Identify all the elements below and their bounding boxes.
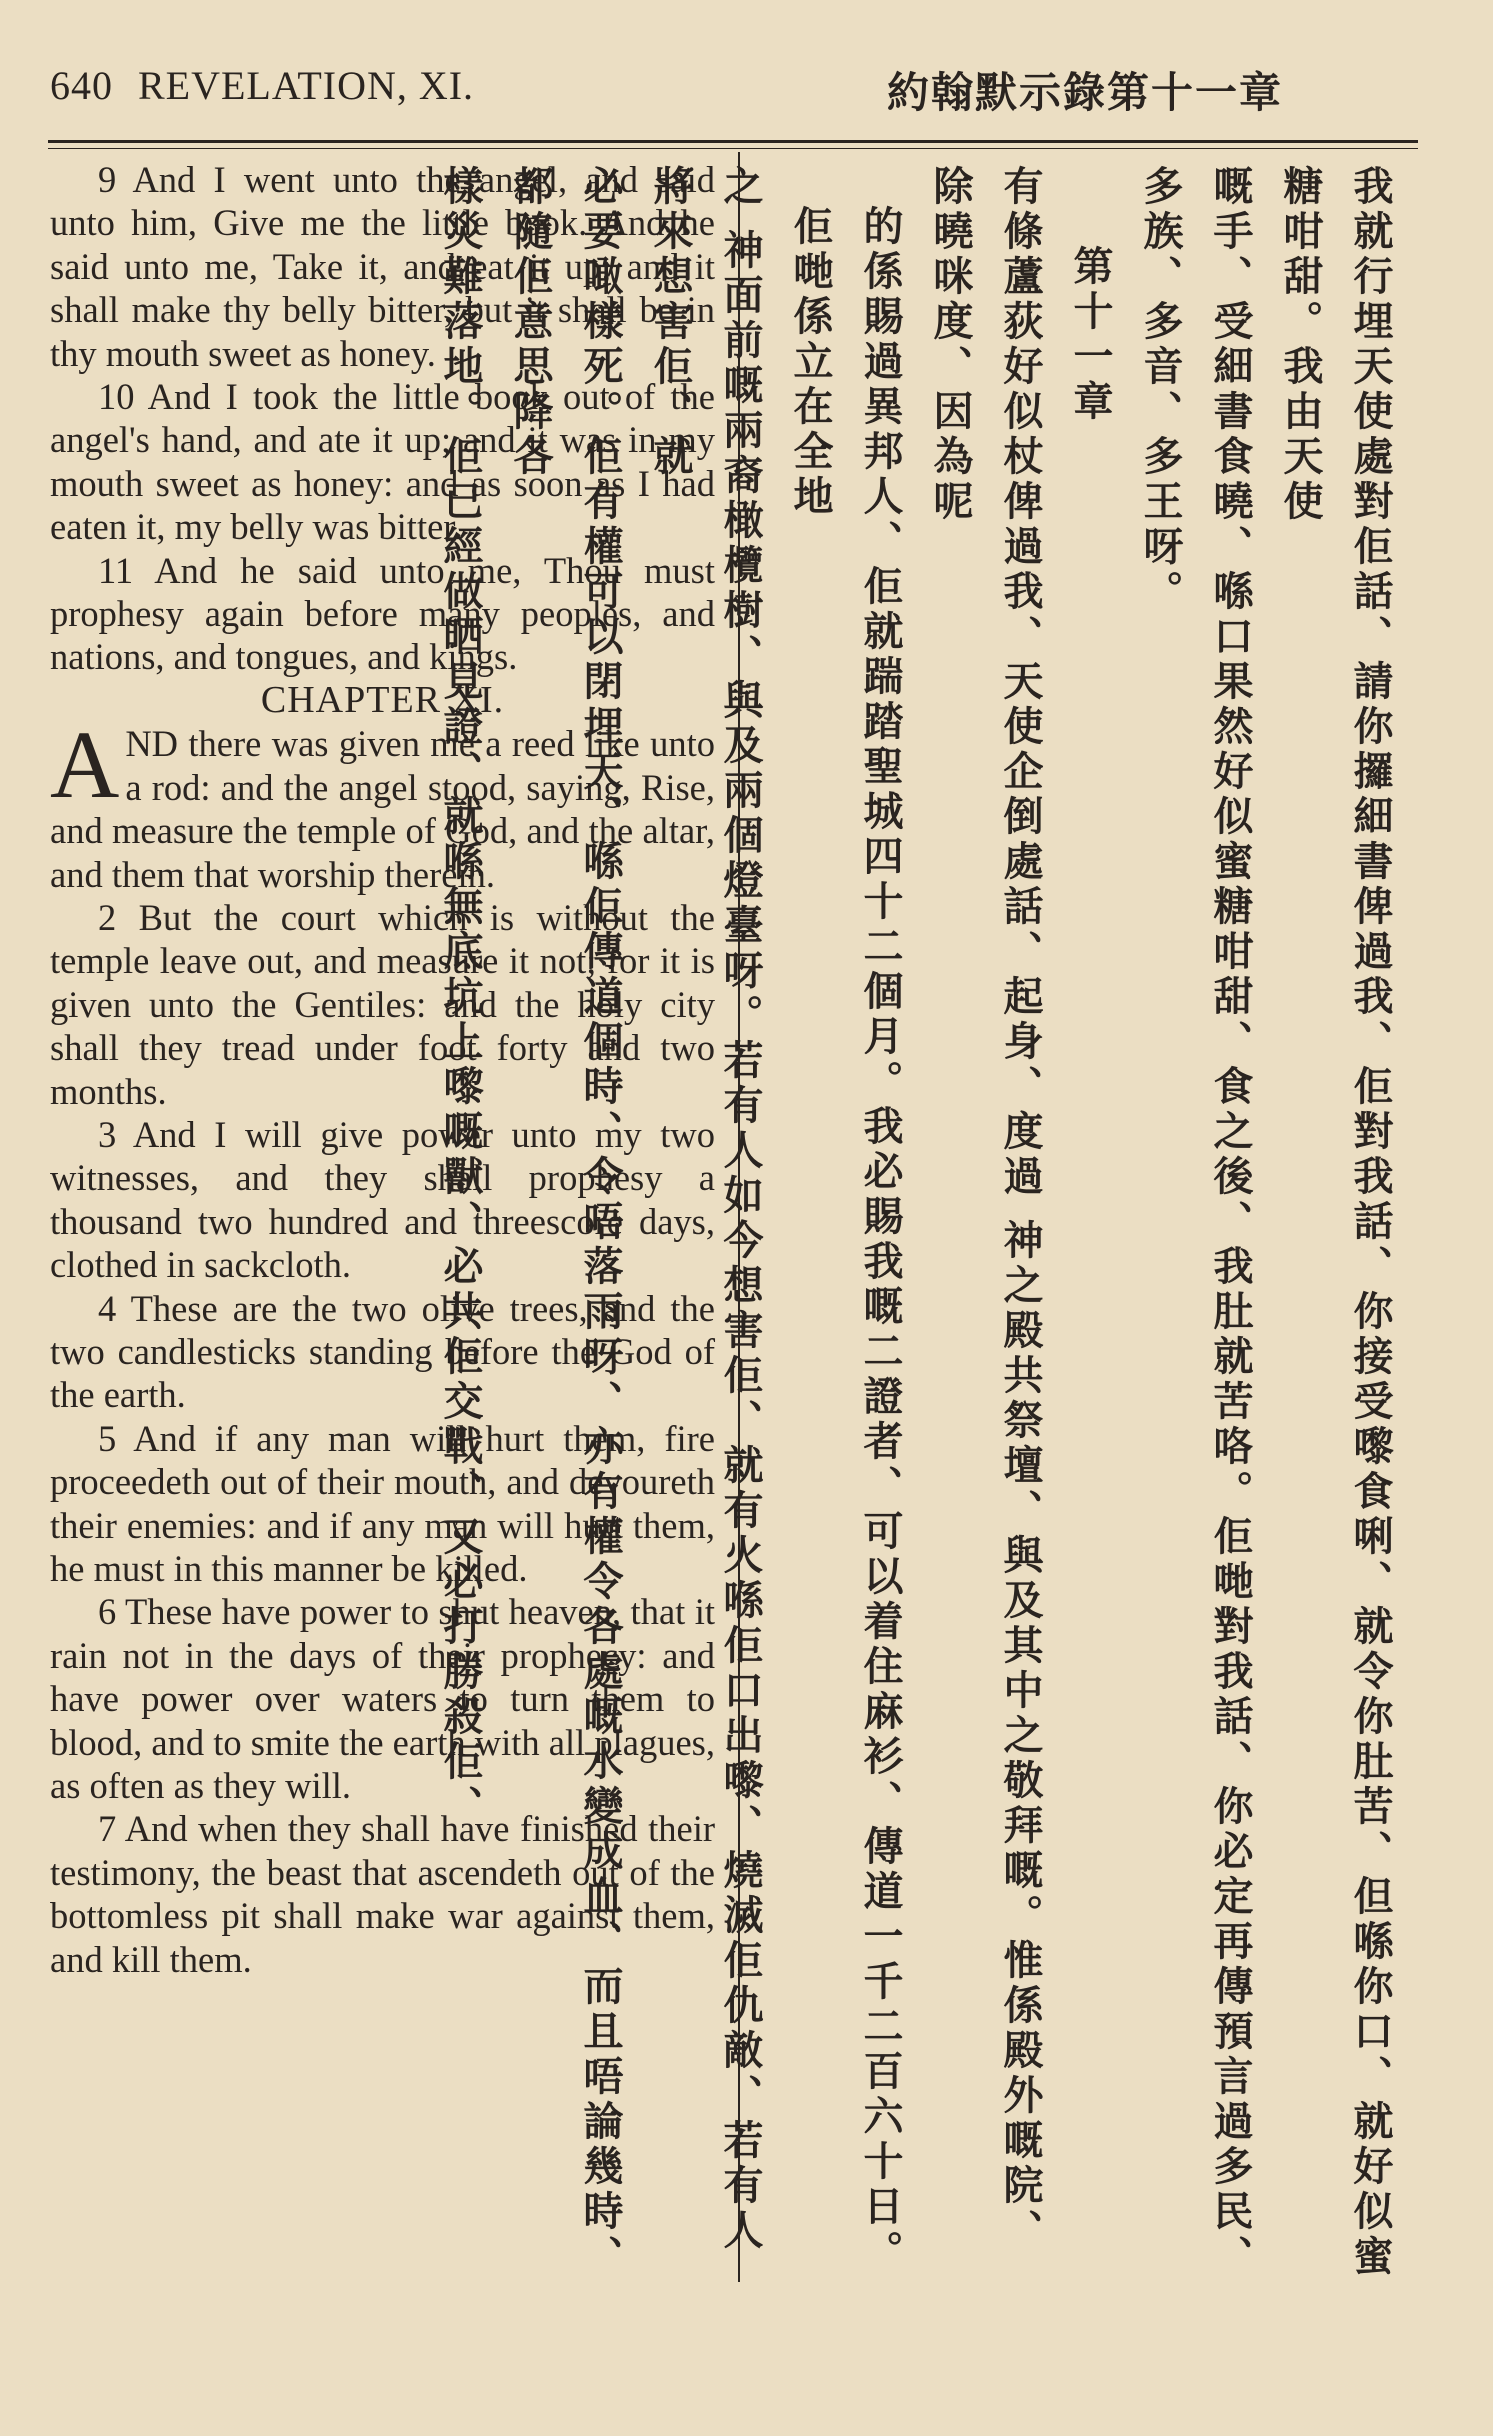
verse-3: 3 And I will give power unto my two witnesses, and they shall prophesy a thousand two hundred and threescore days, clothed in sackcloth. <box>50 1113 715 1286</box>
chinese-chapter-title: 第十一章 <box>1067 245 1113 425</box>
header-rule-thin <box>48 148 1418 149</box>
chinese-column <box>437 165 1405 2295</box>
verse-2: 2 But the court which is without the temple leave out, and measure it not; for it is given unto the Gentiles: and the holy city shall they tread under foot forty and two months. <box>50 896 715 1112</box>
verse-4: 4 These are the two olive trees, and the two candlesticks standing before the God of the earth. <box>50 1287 715 1416</box>
dropcap: A <box>50 711 120 819</box>
chinese-line-5: 之 神面前嘅兩裔橄欖樹、與及兩個燈臺呀。若有人如今想害佢、就有火喺佢口出嚟、燒滅佢仇敵、若有人將來想害佢、就 <box>647 165 763 2254</box>
page-number: 640 <box>50 63 113 108</box>
chinese-line-6: 必要噉樣死。佢有權可以閉埋天、喺佢傳道個時、令唔落雨呀、亦有權令各處嘅水變成血、而且唔論幾時、都隨佢意思降各 <box>507 165 623 2280</box>
chinese-line-2: 嘅手、受細書食曉、喺口果然好似蜜糖咁甜、食之後、我肚就苦咯。佢哋對我話、你必定再傳預言過多民、多族、多音、多王呀。 <box>1137 165 1253 2280</box>
page-header-left <box>50 62 474 109</box>
verse-10: 10 And I took the little book out of the angel's hand, and ate it up; and it was in my mouth sweet as honey: and as soon as I had eaten it, my belly was bitter. <box>50 376 715 548</box>
chinese-line-3: 有條蘆荻好似杖俾過我、天使企倒處話、起身、度過 神之殿共祭壇、與及其中之敬拜嘅。惟係殿外嘅院、除曉咪度、因為呢 <box>927 165 1043 2254</box>
verse-7: 7 And when they shall have finished their testimony, the beast that ascendeth out of the bottomless pit shall make war against them, and kill them. <box>50 1808 715 1980</box>
verse-6: 6 These have power to shut heaven, that it rain not in the days of their prophecy: and have power over waters to turn them to blood, and to smite the earth with all plagues, as often as they will. <box>50 1591 715 1807</box>
book-title-chinese: 約翰默示錄第十一章 <box>886 68 1283 117</box>
chinese-line-4: 的係賜過異邦人、佢就踹踏聖城四十二個月。我必賜我嘅二證者、可以着住麻衫、傳道一千二百六十日。佢哋係立在全地 <box>787 205 903 2275</box>
verse-9: 9 And I went unto the angel, and said unto him, Give me the little book. And he said unto me, Take it, and eat it up; and it shall make thy belly bitter, but it shall be in thy mouth sweet as honey. <box>50 159 715 374</box>
book-title-english: REVELATION, XI. <box>138 63 475 108</box>
header-rule <box>48 140 1418 143</box>
chinese-line-1: 我就行埋天使處對佢話、請你攞細書俾過我、佢對我話、你接受嚟食唎、就令你肚苦、但喺你口、就好似蜜糖咁甜。我由天使 <box>1277 165 1393 2280</box>
chinese-line-7: 樣災難落地。佢已經做晒見證、就喺無底坑上嚟嘅獸、必共佢交戰、又必打勝殺佢、 <box>437 165 483 1830</box>
verse-5: 5 And if any man will hurt them, fire proceedeth out of their mouth, and devoureth their enemies: and if any man will hurt them, he must in this manner be killed. <box>50 1417 715 1589</box>
verse-1-text: ND there was given me a reed like unto a rod: and the angel stood, saying, Rise, and measure the temple of God, and the altar, and them that worship therein. <box>50 723 715 895</box>
chapter-heading: CHAPTER XI. <box>260 678 505 721</box>
verse-11: 11 And he said unto me, Thou must prophesy again before many peoples, and nations, and tongues, and kings. <box>50 549 715 678</box>
